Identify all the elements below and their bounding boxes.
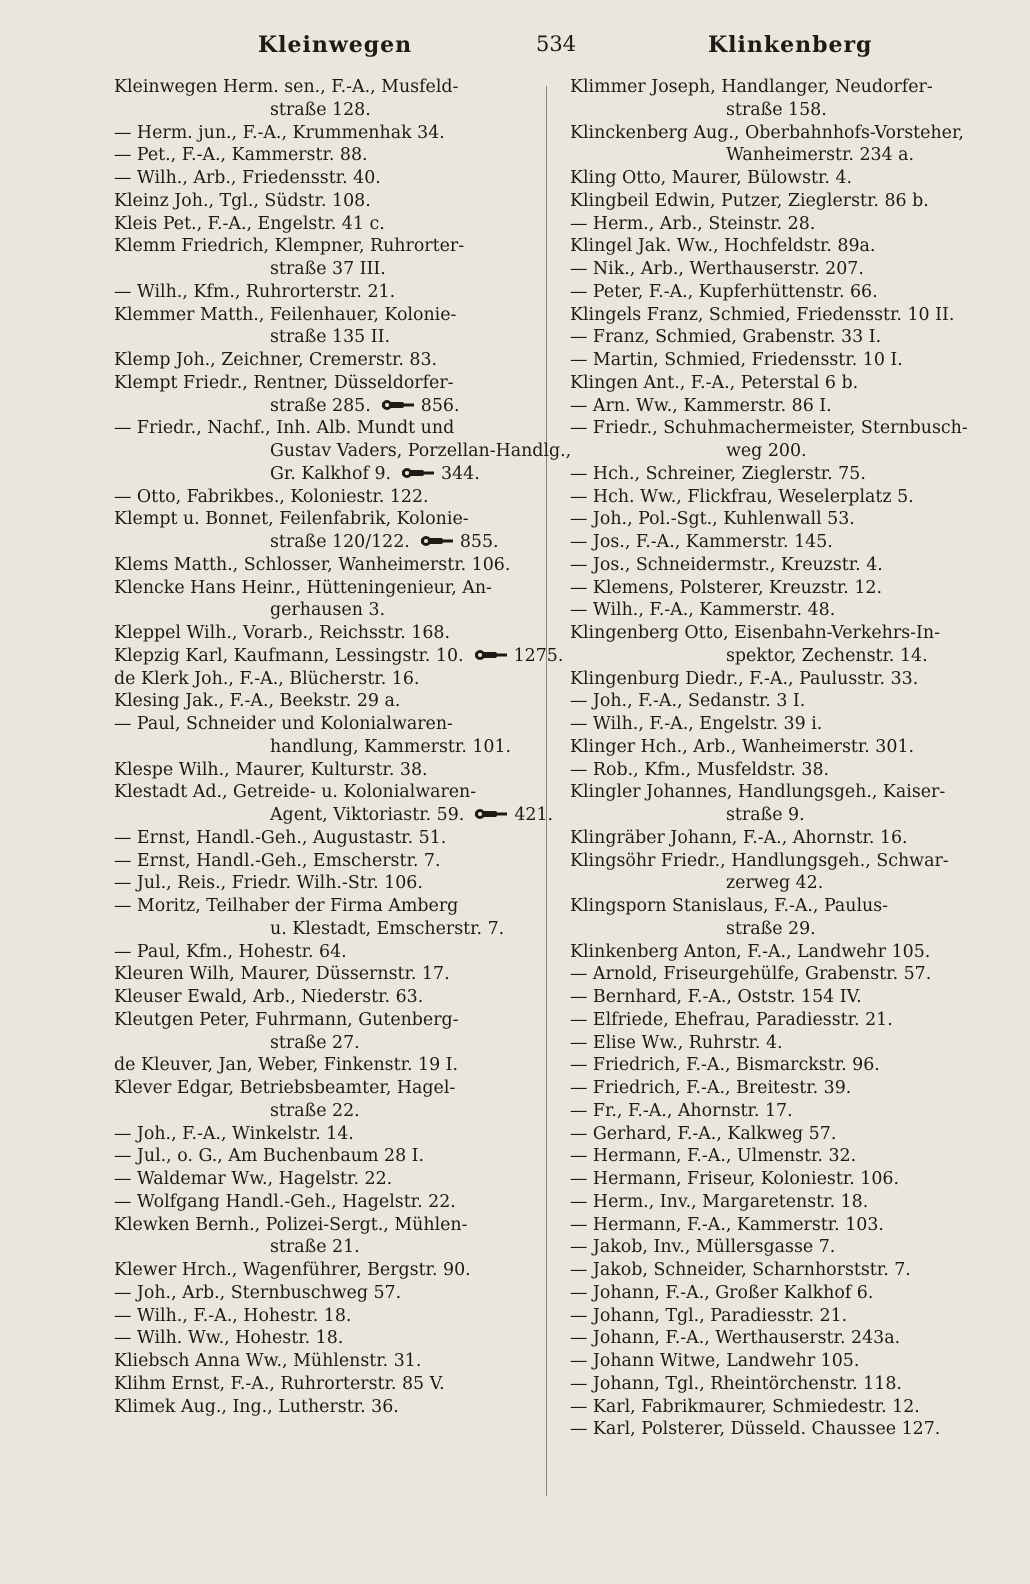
entry-line: — Elfriede, Ehefrau, Paradiesstr. 21. (570, 1009, 893, 1030)
directory-entry (114, 213, 554, 236)
directory-entry (114, 167, 554, 190)
entry-line: Kleinz Joh., Tgl., Südstr. 108. (114, 190, 371, 211)
directory-entry (570, 1214, 1010, 1237)
entry-line: — Jakob, Inv., Müllersgasse 7. (570, 1237, 836, 1258)
directory-entry (114, 1259, 554, 1282)
entry-line: — Friedr., Nachf., Inh. Alb. Mundt und (114, 418, 455, 439)
entry-line: — Wolfgang Handl.-Geh., Hagelstr. 22. (114, 1191, 456, 1212)
entry-line: — Gerhard, F.-A., Kalkweg 57. (570, 1123, 837, 1144)
entry-line: — Wilh., Arb., Friedensstr. 40. (114, 168, 381, 188)
entry-line: Klempt Friedr., Rentner, Düsseldorfer- (114, 372, 454, 393)
header-right-title: Klinkenberg (708, 32, 873, 58)
entry-line: Kleutgen Peter, Fuhrmann, Gutenberg- (114, 1009, 459, 1030)
entry-line: Klingen Ant., F.-A., Peterstal 6 b. (570, 372, 859, 393)
directory-entry (114, 304, 554, 350)
directory-entry (114, 1282, 554, 1305)
directory-entry (570, 713, 1010, 736)
directory-entry (114, 1214, 554, 1260)
entry-line-with-phone (192, 463, 554, 486)
entry-continuation: zerweg 42. (726, 873, 824, 894)
entry-continuation: Agent, Viktoriastr. 59. (270, 805, 465, 825)
directory-entry (114, 190, 554, 213)
directory-entry (570, 349, 1010, 372)
directory-entry (114, 235, 554, 281)
directory-entry (114, 1373, 554, 1396)
directory-entry (570, 417, 1010, 463)
directory-entry (114, 781, 554, 827)
entry-line: Kleuren Wilh, Maurer, Düssernstr. 17. (114, 964, 450, 985)
entry-line: — Moritz, Teilhaber der Firma Amberg (114, 896, 459, 916)
directory-entry (114, 1077, 554, 1123)
entry-line: Klemp Joh., Zeichner, Cremerstr. 83. (114, 350, 438, 370)
directory-entry (570, 554, 1010, 577)
directory-entry (570, 1123, 1010, 1146)
entry-line: — Karl, Polsterer, Düsseld. Chaussee 127. (570, 1419, 941, 1440)
entry-line: — Wilh., F.-A., Hohestr. 18. (114, 1305, 352, 1326)
directory-entry (114, 1350, 554, 1373)
left-column (114, 76, 572, 1418)
header-left-title: Kleinwegen (258, 32, 413, 58)
directory-entry (570, 759, 1010, 782)
directory-entry (570, 1305, 1010, 1328)
entry-line: — Wilh., F.-A., Kammerstr. 48. (570, 600, 836, 621)
directory-entry (570, 781, 1010, 827)
entry-line: — Joh., F.-A., Winkelstr. 14. (114, 1123, 354, 1144)
directory-entry (114, 1009, 554, 1055)
directory-entry (114, 372, 554, 418)
right-column (570, 76, 1010, 1441)
directory-entry (114, 941, 554, 964)
entry-line: Klemm Friedrich, Klempner, Ruhrorter- (114, 236, 465, 257)
directory-entry (570, 1032, 1010, 1055)
directory-entry (114, 577, 554, 623)
directory-entry (570, 1077, 1010, 1100)
entry-line: Klesing Jak., F.-A., Beekstr. 29 a. (114, 691, 401, 712)
entry-line: — Herm. jun., F.-A., Krummenhak 34. (114, 122, 445, 143)
directory-entry (114, 349, 554, 372)
directory-entry (114, 1145, 554, 1168)
directory-entry (114, 713, 554, 759)
entry-line: Klingenberg Otto, Eisenbahn-Verkehrs-In- (570, 623, 940, 643)
directory-entry (114, 1123, 554, 1146)
entry-line: de Kleuver, Jan, Weber, Finkenstr. 19 I. (114, 1055, 459, 1076)
entry-line: — Hermann, Friseur, Koloniestr. 106. (570, 1169, 899, 1189)
directory-entry (570, 622, 1010, 668)
entry-line: Klingler Johannes, Handlungsgeh., Kaiser- (570, 782, 946, 803)
directory-entry (570, 1009, 1010, 1032)
phone-number: 856. (420, 395, 460, 416)
directory-entry (570, 850, 1010, 896)
entry-continuation: handlung, Kammerstr. 101. (270, 736, 512, 757)
entry-line: — Arnold, Friseurgehülfe, Grabenstr. 57. (570, 964, 932, 985)
entry-continuation: Gustav Vaders, Porzellan-Handlg., (270, 441, 572, 461)
directory-entry (570, 827, 1010, 850)
entry-line: Klinckenberg Aug., Oberbahnhofs-Vorsteher, (570, 122, 964, 143)
directory-entry (114, 759, 554, 782)
entry-line: Kleppel Wilh., Vorarb., Reichsstr. 168. (114, 623, 451, 643)
directory-entry (570, 395, 1010, 418)
entry-line: — Bernhard, F.-A., Oststr. 154 IV. (570, 987, 862, 1007)
page-header (0, 30, 1030, 66)
directory-entry (570, 577, 1010, 600)
entry-line: — Johann, Tgl., Paradiesstr. 21. (570, 1305, 848, 1326)
telephone-icon (420, 534, 454, 548)
phone-number: 1275. (513, 645, 564, 666)
entry-line: Klihm Ernst, F.-A., Ruhrorterstr. 85 V. (114, 1373, 445, 1394)
entry-line: — Hch., Schreiner, Zieglerstr. 75. (570, 463, 866, 484)
entry-line: — Karl, Fabrikmaurer, Schmiedestr. 12. (570, 1396, 920, 1417)
entry-continuation: straße 29. (726, 918, 816, 939)
entry-line: — Otto, Fabrikbes., Koloniestr. 122. (114, 486, 429, 507)
entry-line: Klemmer Matth., Feilenhauer, Kolonie- (114, 304, 457, 325)
directory-entry (114, 963, 554, 986)
directory-entry (114, 690, 554, 713)
telephone-icon (474, 648, 508, 662)
entry-line: Klimmer Joseph, Handlanger, Neudorfer- (570, 77, 933, 97)
phone-number: 421. (514, 805, 554, 825)
directory-entry (570, 1054, 1010, 1077)
directory-entry (570, 1100, 1010, 1123)
entry-line: — Waldemar Ww., Hagelstr. 22. (114, 1169, 393, 1189)
directory-entry (114, 122, 554, 145)
entry-line: — Peter, F.-A., Kupferhüttenstr. 66. (570, 281, 878, 302)
directory-entry (114, 1396, 554, 1419)
directory-entry (114, 508, 554, 554)
entry-line: Klempt u. Bonnet, Feilenfabrik, Kolonie- (114, 509, 469, 530)
entry-line: — Johann, F.-A., Großer Kalkhof 6. (570, 1282, 874, 1303)
entry-line: Klingsöhr Friedr., Handlungsgeh., Schwar- (570, 850, 949, 871)
entry-line: — Johann, Tgl., Rheintörchenstr. 118. (570, 1373, 902, 1394)
directory-entry (570, 508, 1010, 531)
directory-entry (570, 1168, 1010, 1191)
directory-entry (570, 1396, 1010, 1419)
entry-line: de Klerk Joh., F.-A., Blücherstr. 16. (114, 668, 420, 689)
entry-line: Klinkenberg Anton, F.-A., Landwehr 105. (570, 941, 931, 962)
entry-line: — Hch. Ww., Flickfrau, Weselerplatz 5. (570, 486, 914, 507)
directory-entry (114, 1191, 554, 1214)
entry-continuation: straße 22. (270, 1100, 360, 1121)
directory-entry (570, 1282, 1010, 1305)
directory-entry (570, 281, 1010, 304)
entry-line: — Herm., Arb., Steinstr. 28. (570, 213, 816, 234)
directory-entry (570, 1350, 1010, 1373)
entry-line: — Jos., Schneidermstr., Kreuzstr. 4. (570, 554, 883, 575)
entry-line: — Johann Witwe, Landwehr 105. (570, 1351, 860, 1371)
entry-line: — Hermann, F.-A., Kammerstr. 103. (570, 1214, 884, 1235)
entry-line: — Joh., Pol.-Sgt., Kuhlenwall 53. (570, 509, 855, 530)
entry-line: Kliebsch Anna Ww., Mühlenstr. 31. (114, 1351, 422, 1371)
entry-line: Klingel Jak. Ww., Hochfeldstr. 89a. (570, 236, 876, 257)
entry-line: Klingels Franz, Schmied, Friedensstr. 10 II. (570, 304, 955, 325)
directory-entry (570, 1145, 1010, 1168)
phone-number: 855. (459, 532, 499, 552)
directory-entry (114, 645, 564, 668)
entry-continuation: straße 9. (726, 805, 805, 825)
directory-entry (570, 486, 1010, 509)
telephone-icon (474, 807, 508, 821)
directory-entry (114, 622, 554, 645)
entry-line: — Joh., F.-A., Sedanstr. 3 I. (570, 691, 806, 712)
entry-continuation: spektor, Zechenstr. 14. (726, 645, 928, 666)
directory-entry (114, 1168, 554, 1191)
directory-entry (114, 417, 572, 485)
directory-entry (570, 304, 1010, 327)
telephone-icon (381, 398, 415, 412)
entry-line: — Jul., Reis., Friedr. Wilh.-Str. 106. (114, 873, 423, 894)
entry-line: — Friedr., Schuhmachermeister, Sternbusch- (570, 418, 968, 439)
entry-line: Klewken Bernh., Polizei-Sergt., Mühlen- (114, 1214, 468, 1235)
directory-entry (570, 736, 1010, 759)
entry-line-with-phone (114, 646, 563, 666)
directory-entry (114, 827, 554, 850)
entry-line: — Franz, Schmied, Grabenstr. 33 I. (570, 327, 882, 348)
entry-line: — Elise Ww., Ruhrstr. 4. (570, 1032, 783, 1053)
directory-entry (570, 1418, 1010, 1441)
directory-entry (114, 281, 554, 304)
entry-line: — Jakob, Schneider, Scharnhorststr. 7. (570, 1260, 911, 1280)
entry-continuation: Gr. Kalkhof 9. (270, 463, 392, 484)
entry-line: Klewer Hrch., Wagenführer, Bergstr. 90. (114, 1260, 471, 1280)
directory-entry (114, 1327, 554, 1350)
entry-line: — Ernst, Handl.-Geh., Augustastr. 51. (114, 827, 447, 848)
entry-line: Klingsporn Stanislaus, F.-A., Paulus- (570, 896, 889, 916)
entry-continuation: straße 21. (270, 1237, 360, 1258)
entry-line: — Friedrich, F.-A., Breitestr. 39. (570, 1078, 852, 1098)
entry-line: — Rob., Kfm., Musfeldstr. 38. (570, 759, 830, 780)
directory-entry (570, 599, 1010, 622)
entry-line: Kling Otto, Maurer, Bülowstr. 4. (570, 168, 853, 188)
directory-entry (114, 76, 554, 122)
directory-entry (114, 872, 554, 895)
entry-line: — Fr., F.-A., Ahornstr. 17. (570, 1100, 793, 1121)
entry-line-with-phone (192, 531, 554, 554)
entry-line: Klestadt Ad., Getreide- u. Kolonialwaren- (114, 782, 477, 803)
directory-entry (114, 986, 554, 1009)
entry-continuation: Wanheimerstr. 234 a. (726, 145, 915, 166)
directory-entry (570, 531, 1010, 554)
directory-entry (114, 668, 554, 691)
directory-entry (114, 850, 554, 873)
entry-line: — Ernst, Handl.-Geh., Emscherstr. 7. (114, 850, 441, 871)
directory-entry (114, 486, 554, 509)
entry-line: — Pet., F.-A., Kammerstr. 88. (114, 145, 368, 166)
entry-line: — Wilh. Ww., Hohestr. 18. (114, 1328, 344, 1349)
entry-continuation: straße 285. (270, 395, 371, 416)
entry-line-with-phone (192, 395, 554, 418)
entry-line-with-phone (192, 804, 554, 827)
entry-line: — Martin, Schmied, Friedensstr. 10 I. (570, 350, 903, 370)
entry-line: — Joh., Arb., Sternbuschweg 57. (114, 1282, 402, 1303)
directory-entry (570, 372, 1010, 395)
directory-entry (570, 1259, 1010, 1282)
telephone-icon (401, 466, 435, 480)
entry-line: — Wilh., Kfm., Ruhrorterstr. 21. (114, 281, 396, 302)
entry-continuation: straße 27. (270, 1032, 360, 1053)
directory-entry (114, 144, 554, 167)
directory-entry (570, 668, 1010, 691)
directory-entry (570, 690, 1010, 713)
entry-line: Kleuser Ewald, Arb., Niederstr. 63. (114, 987, 424, 1007)
directory-entry (114, 1054, 554, 1077)
entry-continuation: gerhausen 3. (270, 600, 386, 621)
entry-line: Klespe Wilh., Maurer, Kulturstr. 38. (114, 759, 428, 780)
directory-entry (570, 1191, 1010, 1214)
entry-line: Klever Edgar, Betriebsbeamter, Hagel- (114, 1078, 456, 1098)
entry-line: — Paul, Schneider und Kolonialwaren- (114, 714, 453, 734)
directory-entry (570, 190, 1010, 213)
directory-entry (570, 463, 1010, 486)
entry-continuation: u. Klestadt, Emscherstr. 7. (270, 918, 505, 939)
entry-line: Klepzig Karl, Kaufmann, Lessingstr. 10. (114, 645, 464, 666)
entry-line: Klems Matth., Schlosser, Wanheimerstr. 106. (114, 554, 511, 575)
entry-line: Kleinwegen Herm. sen., F.-A., Musfeld- (114, 77, 459, 97)
entry-line: Klencke Hans Heinr., Hütteningenieur, An- (114, 577, 492, 598)
phone-number: 344. (441, 463, 480, 484)
entry-line: — Klemens, Polsterer, Kreuzstr. 12. (570, 577, 883, 598)
entry-continuation: straße 120/122. (270, 532, 410, 552)
entry-continuation: straße 135 II. (270, 327, 391, 348)
directory-entry (114, 554, 554, 577)
directory-entry (570, 258, 1010, 281)
entry-line: Klingbeil Edwin, Putzer, Zieglerstr. 86 b. (570, 190, 929, 211)
directory-entry (570, 213, 1010, 236)
directory-entry (570, 941, 1010, 964)
directory-entry (570, 1236, 1010, 1259)
entry-line: Klinger Hch., Arb., Wanheimerstr. 301. (570, 736, 915, 757)
directory-entry (114, 895, 554, 941)
entry-line: Klimek Aug., Ing., Lutherstr. 36. (114, 1396, 399, 1417)
directory-entry (570, 122, 1010, 168)
entry-line: Klingenburg Diedr., F.-A., Paulusstr. 33. (570, 668, 919, 689)
page-number: 534 (536, 32, 577, 56)
directory-entry (570, 895, 1010, 941)
entry-line: — Johann, F.-A., Werthauserstr. 243a. (570, 1328, 901, 1349)
entry-line: Klingräber Johann, F.-A., Ahornstr. 16. (570, 827, 908, 848)
directory-entry (570, 986, 1010, 1009)
directory-entry (570, 76, 1010, 122)
entry-continuation: straße 128. (270, 99, 371, 120)
directory-entry (570, 1327, 1010, 1350)
entry-line: — Jul., o. G., Am Buchenbaum 28 I. (114, 1146, 425, 1167)
entry-line: — Wilh., F.-A., Engelstr. 39 i. (570, 714, 823, 734)
entry-line: Kleis Pet., F.-A., Engelstr. 41 c. (114, 213, 385, 234)
entry-line: — Herm., Inv., Margaretenstr. 18. (570, 1191, 869, 1212)
directory-entry (570, 167, 1010, 190)
entry-line: — Nik., Arb., Werthauserstr. 207. (570, 259, 864, 279)
directory-entry (570, 1373, 1010, 1396)
directory-entry (570, 963, 1010, 986)
entry-line: — Hermann, F.-A., Ulmenstr. 32. (570, 1146, 857, 1167)
entry-line: — Paul, Kfm., Hohestr. 64. (114, 941, 347, 962)
entry-line: — Friedrich, F.-A., Bismarckstr. 96. (570, 1055, 880, 1076)
directory-entry (570, 326, 1010, 349)
entry-continuation: weg 200. (726, 441, 807, 461)
entry-line: — Jos., F.-A., Kammerstr. 145. (570, 532, 833, 552)
entry-continuation: straße 158. (726, 99, 827, 120)
directory-entry (570, 235, 1010, 258)
directory-entry (114, 1305, 554, 1328)
entry-line: — Arn. Ww., Kammerstr. 86 I. (570, 395, 832, 416)
entry-continuation: straße 37 III. (270, 259, 386, 279)
